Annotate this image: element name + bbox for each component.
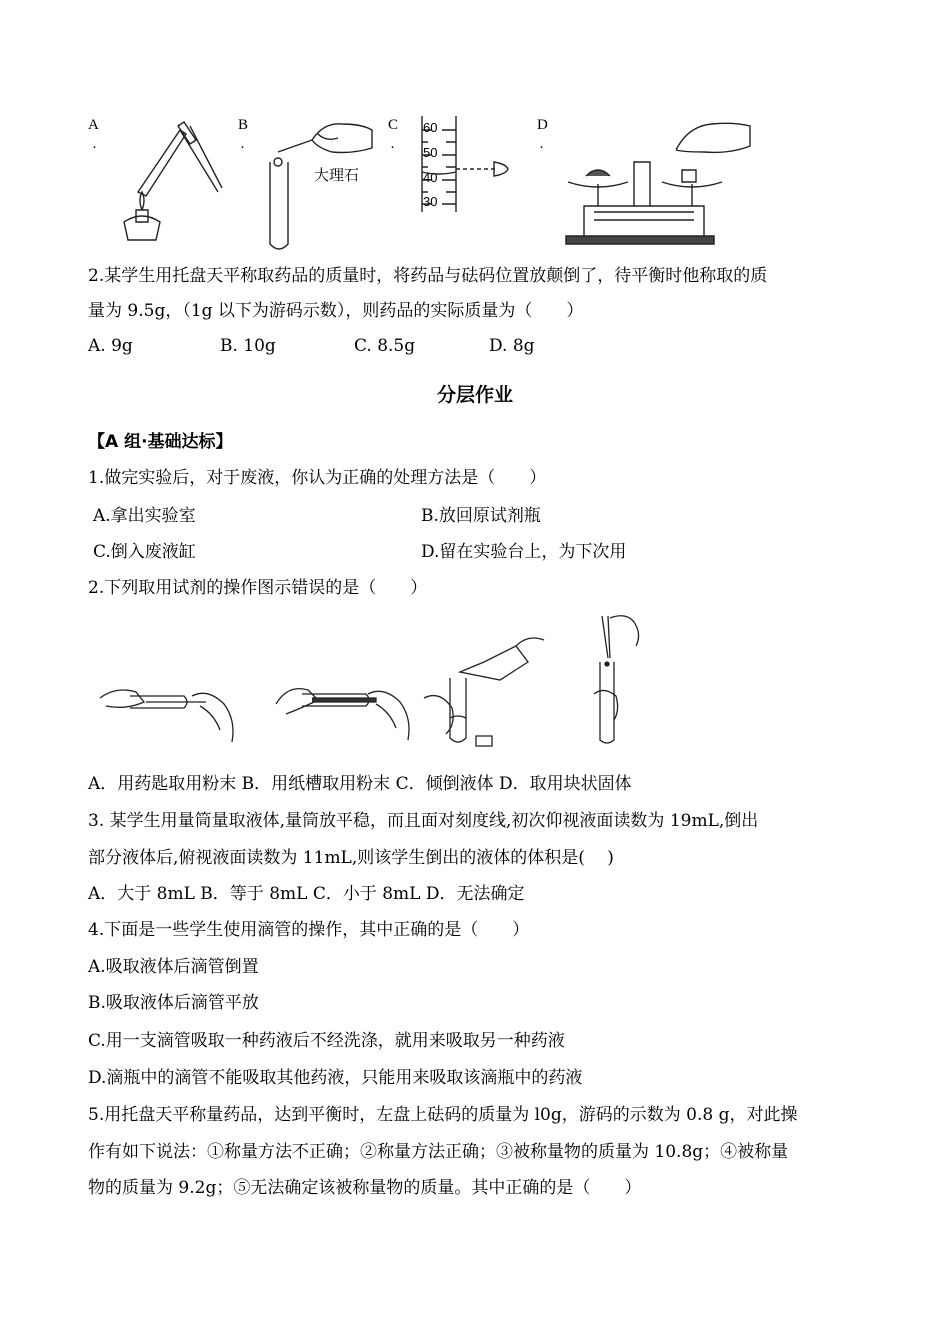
q1-stem: 1.做完实验后，对于废液，你认为正确的处理方法是（ ）: [88, 468, 547, 488]
prev-q2-line1: 2.某学生用托盘天平称取药品的质量时，将药品与砝码位置放颠倒了，待平衡时他称取的质: [88, 266, 768, 286]
alcohol-lamp-heating-icon: [108, 112, 233, 252]
prev-q2-option-b: B. 10g: [220, 336, 276, 356]
panel-dot-a: ·: [92, 140, 97, 156]
group-a-heading: 【A 组·基础达标】: [88, 432, 233, 452]
cylinder-tick-30: 30: [423, 194, 438, 209]
balance-scale-icon: [564, 112, 754, 252]
section-title: 分层作业: [436, 384, 513, 406]
cylinder-tick-40: 40: [423, 170, 438, 185]
q1-option-d: D.留在实验台上，为下次用: [421, 542, 627, 562]
q2-options: A．用药匙取用粉末 B．用纸槽取用粉末 C．倾倒液体 D．取用块状固体: [88, 774, 632, 794]
panel-dot-d: ·: [539, 140, 544, 156]
q4-option-c: C.用一支滴管吸取一种药液后不经洗涤，就用来吸取另一种药液: [88, 1031, 565, 1051]
prev-q2-line2: 量为 9.5g，（1g 以下为游码示数），则药品的实际质量为（ ）: [88, 301, 584, 321]
q4-option-d: D.滴瓶中的滴管不能吸取其他药液，只能用来吸取该滴瓶中的药液: [88, 1068, 583, 1088]
panel-dot-b: ·: [240, 140, 245, 156]
q3-line1: 3. 某学生用量筒量取液体,量筒放平稳，而且面对刻度线,初次仰视液面读数为 19mL,倒出: [88, 811, 759, 831]
q2-stem: 2.下列取用试剂的操作图示错误的是（ ）: [88, 578, 428, 598]
cylinder-tick-50: 50: [423, 145, 438, 160]
cylinder-tick-60: 60: [423, 120, 438, 135]
q3-options: A．大于 8mL B．等于 8mL C．小于 8mL D．无法确定: [88, 884, 525, 904]
q1-option-b: B.放回原试剂瓶: [421, 506, 541, 526]
marble-label: 大理石: [314, 166, 360, 184]
q4-option-b: B.吸取液体后滴管平放: [88, 993, 259, 1013]
panel-label-d: D: [537, 117, 548, 133]
prev-q2-option-c: C. 8.5g: [354, 336, 416, 356]
panel-label-c: C: [388, 117, 399, 133]
panel-label-b: B: [238, 117, 249, 133]
panel-label-a: A: [88, 117, 99, 133]
block-solid-icon: [590, 612, 650, 747]
q4-stem: 4.下面是一些学生使用滴管的操作，其中正确的是（ ）: [88, 920, 530, 940]
pouring-liquid-icon: [420, 628, 550, 748]
panel-dot-c: ·: [390, 140, 395, 156]
prev-q2-option-d: D. 8g: [489, 336, 535, 356]
q1-option-c: C.倒入废液缸: [93, 542, 196, 562]
paper-trough-icon: [272, 680, 422, 750]
q5-line2: 作有如下说法：①称量方法不正确；②称量方法正确；③被称量物的质量为 10.8g；④被称量: [88, 1142, 789, 1162]
q3-line2: 部分液体后,俯视液面读数为 11mL,则该学生倒出的液体的体积是( ): [88, 848, 614, 868]
spoon-powder-icon: [96, 680, 246, 750]
q1-option-a: A.拿出实验室: [93, 506, 196, 526]
q5-line3: 物的质量为 9.2g；⑤无法确定该被称量物的质量。其中正确的是（ ）: [88, 1178, 642, 1198]
q5-line1: 5.用托盘天平称量药品，达到平衡时，左盘上砝码的质量为 l0g，游码的示数为 0.8 g，对此操: [88, 1105, 798, 1125]
prev-q2-option-a: A. 9g: [88, 336, 133, 356]
q4-option-a: A.吸取液体后滴管倒置: [88, 957, 259, 977]
